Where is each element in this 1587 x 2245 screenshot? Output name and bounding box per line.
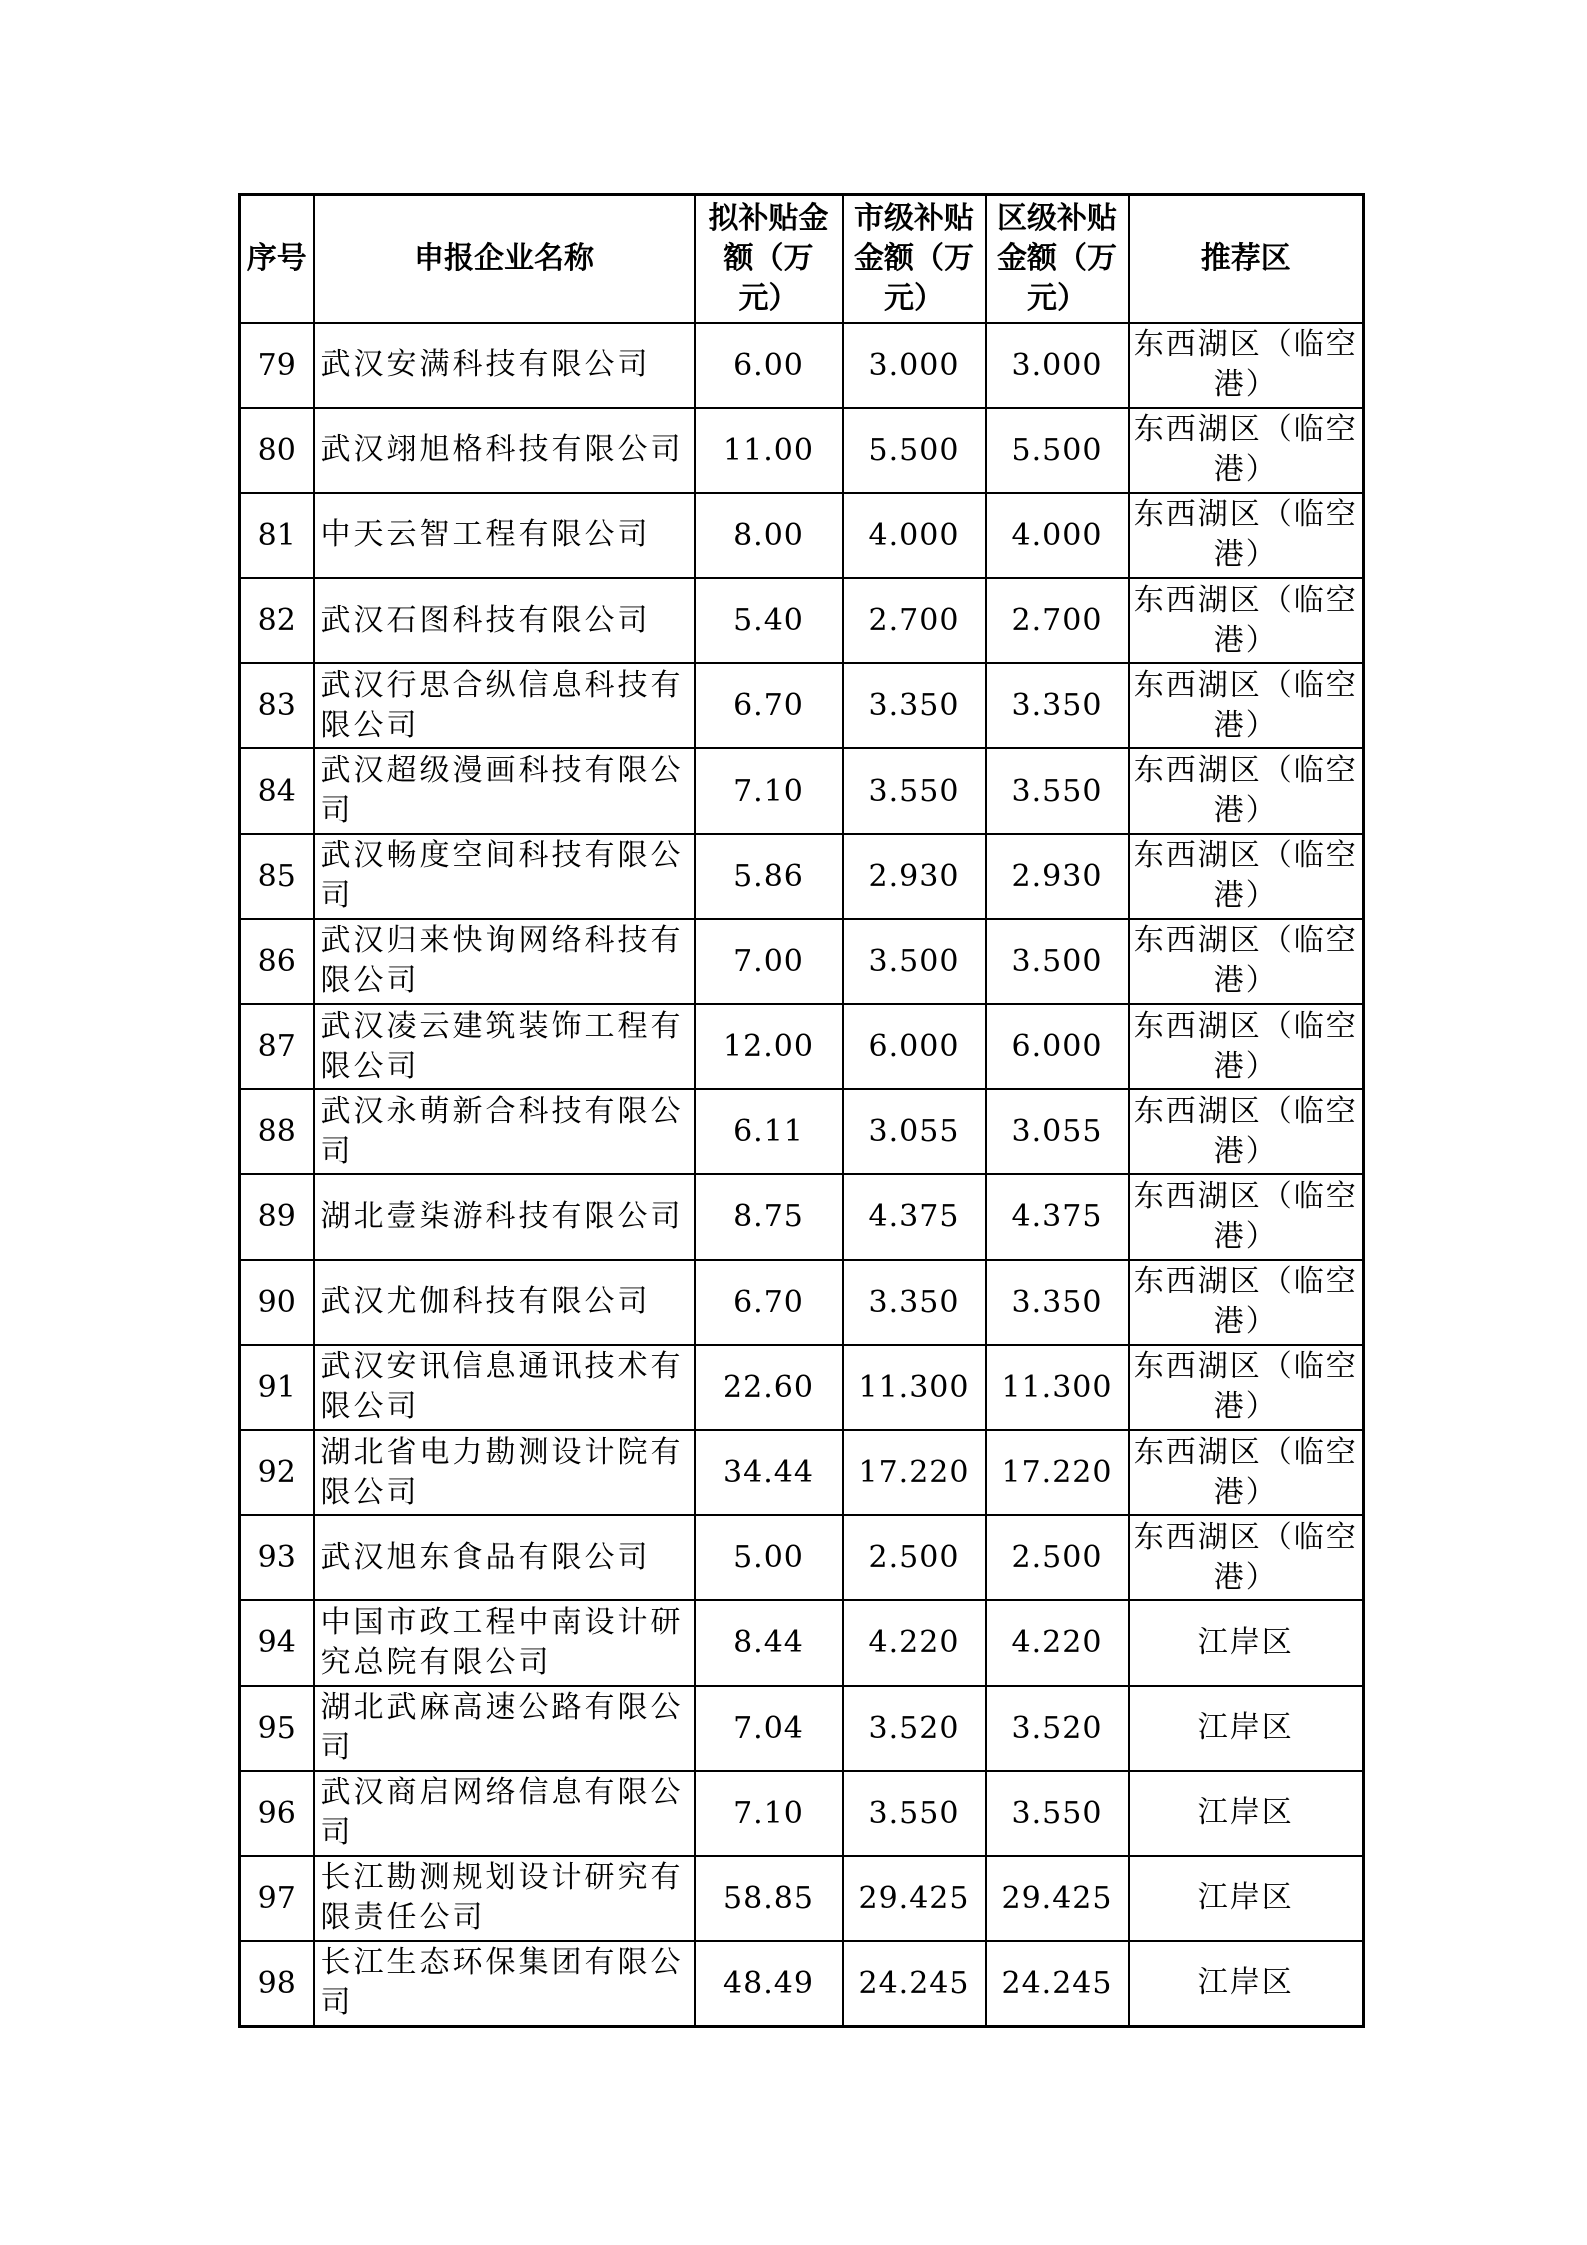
cell-city-amount: 5.500 xyxy=(843,408,986,493)
cell-company-name: 武汉商启网络信息有限公司 xyxy=(314,1771,695,1856)
cell-region: 江岸区 xyxy=(1129,1771,1364,1856)
cell-district-amount: 4.375 xyxy=(986,1174,1129,1259)
cell-region: 东西湖区（临空港） xyxy=(1129,1260,1364,1345)
subsidy-table xyxy=(238,193,1365,2028)
cell-region: 江岸区 xyxy=(1129,1941,1364,2026)
cell-region: 东西湖区（临空港） xyxy=(1129,408,1364,493)
cell-company-name: 武汉永萌新合科技有限公司 xyxy=(314,1089,695,1174)
cell-district-amount: 3.350 xyxy=(986,663,1129,748)
cell-seq: 85 xyxy=(240,834,314,919)
cell-seq: 95 xyxy=(240,1686,314,1771)
header-company-name: 申报企业名称 xyxy=(314,195,695,323)
table-header xyxy=(240,195,1364,323)
cell-district-amount: 3.520 xyxy=(986,1686,1129,1771)
cell-city-amount: 3.550 xyxy=(843,1771,986,1856)
cell-seq: 93 xyxy=(240,1515,314,1600)
cell-proposed-amount: 7.04 xyxy=(695,1686,843,1771)
cell-seq: 79 xyxy=(240,323,314,408)
table-row xyxy=(240,1856,1364,1941)
table-row xyxy=(240,1089,1364,1174)
cell-proposed-amount: 5.40 xyxy=(695,578,843,663)
cell-region: 东西湖区（临空港） xyxy=(1129,1515,1364,1600)
header-district-amount: 区级补贴金额（万元） xyxy=(986,195,1129,323)
table-row xyxy=(240,748,1364,833)
cell-proposed-amount: 12.00 xyxy=(695,1004,843,1089)
table-row xyxy=(240,1515,1364,1600)
cell-seq: 90 xyxy=(240,1260,314,1345)
cell-proposed-amount: 5.86 xyxy=(695,834,843,919)
cell-company-name: 湖北武麻高速公路有限公司 xyxy=(314,1686,695,1771)
cell-city-amount: 3.500 xyxy=(843,919,986,1004)
cell-company-name: 武汉石图科技有限公司 xyxy=(314,578,695,663)
cell-region: 东西湖区（临空港） xyxy=(1129,748,1364,833)
cell-city-amount: 2.500 xyxy=(843,1515,986,1600)
cell-company-name: 武汉安满科技有限公司 xyxy=(314,323,695,408)
cell-proposed-amount: 7.00 xyxy=(695,919,843,1004)
cell-city-amount: 29.425 xyxy=(843,1856,986,1941)
cell-company-name: 武汉归来快询网络科技有限公司 xyxy=(314,919,695,1004)
cell-company-name: 湖北壹柒游科技有限公司 xyxy=(314,1174,695,1259)
cell-proposed-amount: 7.10 xyxy=(695,748,843,833)
cell-city-amount: 4.220 xyxy=(843,1600,986,1685)
cell-proposed-amount: 7.10 xyxy=(695,1771,843,1856)
table-row xyxy=(240,493,1364,578)
cell-district-amount: 3.350 xyxy=(986,1260,1129,1345)
cell-district-amount: 2.700 xyxy=(986,578,1129,663)
cell-company-name: 武汉畅度空间科技有限公司 xyxy=(314,834,695,919)
cell-region: 东西湖区（临空港） xyxy=(1129,1174,1364,1259)
cell-company-name: 武汉凌云建筑装饰工程有限公司 xyxy=(314,1004,695,1089)
cell-region: 东西湖区（临空港） xyxy=(1129,578,1364,663)
table-row xyxy=(240,1260,1364,1345)
cell-city-amount: 3.520 xyxy=(843,1686,986,1771)
table-row xyxy=(240,1600,1364,1685)
cell-city-amount: 3.550 xyxy=(843,748,986,833)
table-row xyxy=(240,663,1364,748)
cell-region: 东西湖区（临空港） xyxy=(1129,919,1364,1004)
cell-district-amount: 4.000 xyxy=(986,493,1129,578)
cell-proposed-amount: 22.60 xyxy=(695,1345,843,1430)
cell-seq: 83 xyxy=(240,663,314,748)
cell-city-amount: 3.055 xyxy=(843,1089,986,1174)
cell-company-name: 武汉行思合纵信息科技有限公司 xyxy=(314,663,695,748)
cell-city-amount: 6.000 xyxy=(843,1004,986,1089)
header-city-amount: 市级补贴金额（万元） xyxy=(843,195,986,323)
table-body xyxy=(240,323,1364,2027)
table-row xyxy=(240,1686,1364,1771)
cell-region: 东西湖区（临空港） xyxy=(1129,1345,1364,1430)
cell-city-amount: 24.245 xyxy=(843,1941,986,2026)
cell-district-amount: 2.930 xyxy=(986,834,1129,919)
cell-proposed-amount: 34.44 xyxy=(695,1430,843,1515)
cell-seq: 94 xyxy=(240,1600,314,1685)
cell-company-name: 武汉旭东食品有限公司 xyxy=(314,1515,695,1600)
cell-district-amount: 2.500 xyxy=(986,1515,1129,1600)
cell-district-amount: 3.000 xyxy=(986,323,1129,408)
cell-city-amount: 17.220 xyxy=(843,1430,986,1515)
cell-district-amount: 17.220 xyxy=(986,1430,1129,1515)
cell-region: 东西湖区（临空港） xyxy=(1129,834,1364,919)
table-row xyxy=(240,1345,1364,1430)
table-row xyxy=(240,1004,1364,1089)
cell-region: 东西湖区（临空港） xyxy=(1129,493,1364,578)
cell-city-amount: 4.000 xyxy=(843,493,986,578)
cell-city-amount: 3.000 xyxy=(843,323,986,408)
cell-proposed-amount: 8.75 xyxy=(695,1174,843,1259)
cell-district-amount: 29.425 xyxy=(986,1856,1129,1941)
cell-company-name: 武汉翊旭格科技有限公司 xyxy=(314,408,695,493)
cell-seq: 92 xyxy=(240,1430,314,1515)
cell-district-amount: 4.220 xyxy=(986,1600,1129,1685)
cell-city-amount: 3.350 xyxy=(843,1260,986,1345)
cell-company-name: 武汉安讯信息通讯技术有限公司 xyxy=(314,1345,695,1430)
header-seq: 序号 xyxy=(240,195,314,323)
header-region: 推荐区 xyxy=(1129,195,1364,323)
cell-seq: 80 xyxy=(240,408,314,493)
cell-district-amount: 3.500 xyxy=(986,919,1129,1004)
table-row xyxy=(240,1771,1364,1856)
cell-region: 东西湖区（临空港） xyxy=(1129,323,1364,408)
cell-region: 东西湖区（临空港） xyxy=(1129,1089,1364,1174)
cell-seq: 84 xyxy=(240,748,314,833)
cell-proposed-amount: 58.85 xyxy=(695,1856,843,1941)
cell-company-name: 中国市政工程中南设计研究总院有限公司 xyxy=(314,1600,695,1685)
cell-proposed-amount: 11.00 xyxy=(695,408,843,493)
cell-company-name: 长江生态环保集团有限公司 xyxy=(314,1941,695,2026)
cell-city-amount: 11.300 xyxy=(843,1345,986,1430)
cell-district-amount: 3.550 xyxy=(986,748,1129,833)
table-row xyxy=(240,834,1364,919)
cell-proposed-amount: 6.11 xyxy=(695,1089,843,1174)
table-row xyxy=(240,408,1364,493)
cell-seq: 96 xyxy=(240,1771,314,1856)
cell-district-amount: 6.000 xyxy=(986,1004,1129,1089)
cell-district-amount: 3.550 xyxy=(986,1771,1129,1856)
cell-city-amount: 2.930 xyxy=(843,834,986,919)
cell-seq: 97 xyxy=(240,1856,314,1941)
table-row xyxy=(240,1430,1364,1515)
cell-region: 东西湖区（临空港） xyxy=(1129,1430,1364,1515)
cell-region: 江岸区 xyxy=(1129,1856,1364,1941)
cell-seq: 87 xyxy=(240,1004,314,1089)
table-row xyxy=(240,919,1364,1004)
cell-company-name: 中天云智工程有限公司 xyxy=(314,493,695,578)
cell-region: 江岸区 xyxy=(1129,1600,1364,1685)
cell-proposed-amount: 6.70 xyxy=(695,1260,843,1345)
table-row xyxy=(240,578,1364,663)
cell-proposed-amount: 6.70 xyxy=(695,663,843,748)
cell-district-amount: 24.245 xyxy=(986,1941,1129,2026)
cell-proposed-amount: 8.00 xyxy=(695,493,843,578)
cell-seq: 89 xyxy=(240,1174,314,1259)
cell-region: 东西湖区（临空港） xyxy=(1129,1004,1364,1089)
cell-city-amount: 3.350 xyxy=(843,663,986,748)
cell-seq: 86 xyxy=(240,919,314,1004)
cell-region: 江岸区 xyxy=(1129,1686,1364,1771)
cell-proposed-amount: 5.00 xyxy=(695,1515,843,1600)
cell-seq: 98 xyxy=(240,1941,314,2026)
cell-seq: 82 xyxy=(240,578,314,663)
cell-seq: 88 xyxy=(240,1089,314,1174)
cell-company-name: 武汉尤伽科技有限公司 xyxy=(314,1260,695,1345)
cell-company-name: 湖北省电力勘测设计院有限公司 xyxy=(314,1430,695,1515)
cell-district-amount: 11.300 xyxy=(986,1345,1129,1430)
cell-city-amount: 2.700 xyxy=(843,578,986,663)
header-row xyxy=(240,195,1364,323)
cell-proposed-amount: 6.00 xyxy=(695,323,843,408)
cell-seq: 81 xyxy=(240,493,314,578)
cell-proposed-amount: 8.44 xyxy=(695,1600,843,1685)
header-proposed-amount: 拟补贴金额（万元） xyxy=(695,195,843,323)
cell-city-amount: 4.375 xyxy=(843,1174,986,1259)
table-row xyxy=(240,1174,1364,1259)
table-row xyxy=(240,323,1364,408)
cell-company-name: 长江勘测规划设计研究有限责任公司 xyxy=(314,1856,695,1941)
cell-district-amount: 5.500 xyxy=(986,408,1129,493)
cell-district-amount: 3.055 xyxy=(986,1089,1129,1174)
cell-company-name: 武汉超级漫画科技有限公司 xyxy=(314,748,695,833)
cell-region: 东西湖区（临空港） xyxy=(1129,663,1364,748)
table-row xyxy=(240,1941,1364,2026)
cell-seq: 91 xyxy=(240,1345,314,1430)
cell-proposed-amount: 48.49 xyxy=(695,1941,843,2026)
